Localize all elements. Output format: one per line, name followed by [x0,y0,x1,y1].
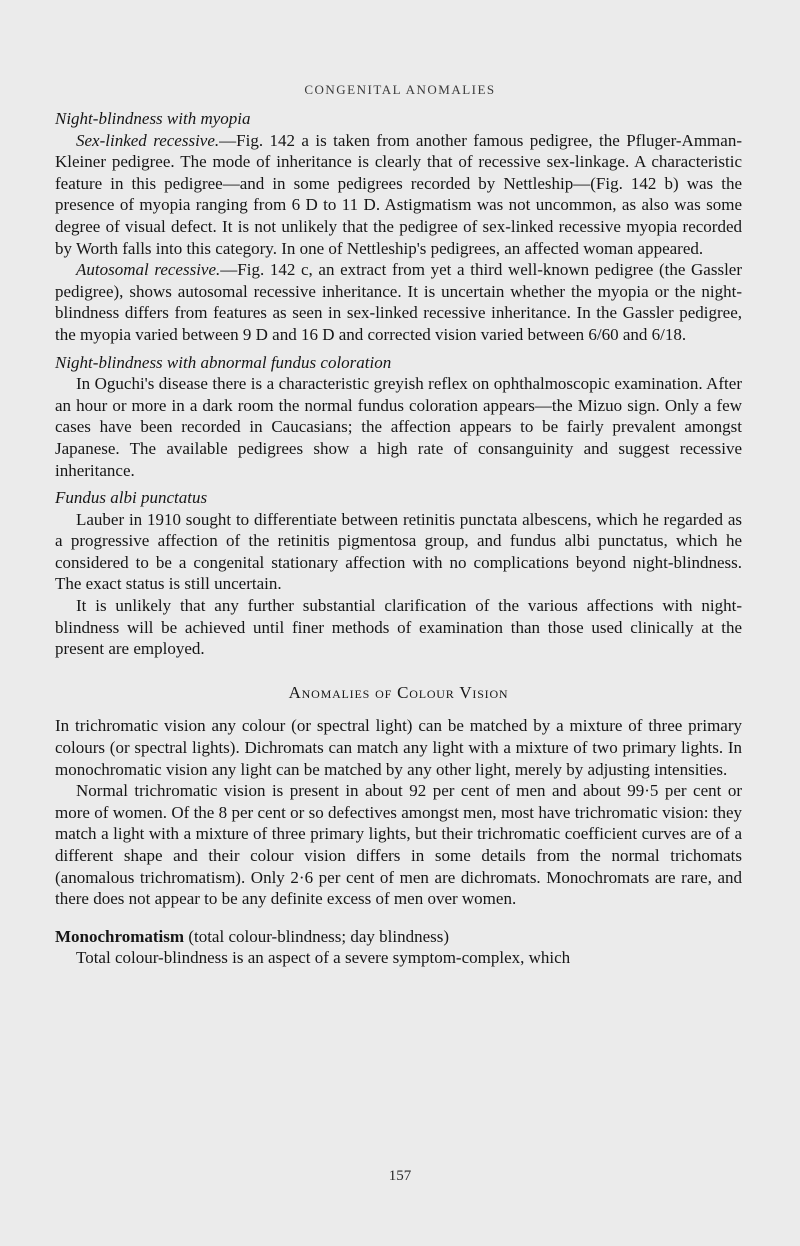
paragraph-text: (total colour-blindness; day blindness) [184,926,450,946]
paragraph-text: —Fig. 142 c, an extract from yet a third well-known pedigree (the Gassler pedigree), shows autosomal recessive inheritance. It is uncertain whether the myopia or the night-blindness differs from features as seen in sex-linked recessive inheritance. In the Gassler pedigree, the myopia varied between 9 D and 16 D and corrected vision varied between 6/60 and 6/18. [55,260,743,344]
section-heading-fundus-albi: Fundus albi punctatus [55,488,208,508]
running-head: CONGENITAL ANOMALIES [304,82,496,97]
paragraph-clarification: It is unlikely that any further substantial clarification of the various affections with night-blindness will be achieved until finer methods of examination than those used clinically at the present are employed. [55,596,742,659]
paragraph-autosomal-recessive [55,259,742,345]
paragraph-sex-linked-recessive [55,130,742,260]
paragraph-trichromatic: In trichromatic vision any colour (or spectral light) can be matched by a mixture of three primary colours (or spectral lights). Dichromats can match any light with a mixture of two primary lights. In monochromatic vision any light can be matched by any other light, merely by adjusting intensities. [55,716,742,779]
paragraph-lead: Sex-linked recessive. [76,130,220,150]
paragraph-text: —Fig. 142 a is taken from another famous pedigree, the Pfluger-Amman-Kleiner pedigree. The mode of inheritance is clearly that of recessive sex-linkage. A characteristic feature in this pedigree—and in some pedigrees recorded by Nettleship—(Fig. 142 b) was the presence of myopia ranging from 6 D to 11 D. Astigmatism was not uncommon, as also was some degree of visual defect. It is not unlikely that the pedigree of sex-linked recessive myopia recorded by Worth falls into this category. In one of Nettleship's pedigrees, an affected woman appeared. [55,130,742,258]
paragraph-normal-trichromatic: Normal trichromatic vision is present in about 92 per cent of men and about 99·5 per cent or more of women. Of the 8 per cent or so defectives amongst men, most have trichromatic vision: they match a light with a mixture of three primary lights, but their trichromatic coefficient curves are of a different shape and their colour vision differs in some details from the normal trichomats (anomalous trichromatism). Only 2·6 per cent of men are dichromats. Monochromats are rare, and there does not appear to be any definite excess of men over women. [55,781,742,909]
section-heading-colour-vision: Anomalies of Colour Vision [288,682,509,702]
paragraph-lead: Autosomal recessive. [76,260,221,280]
paragraph-oguchi: In Oguchi's disease there is a characteristic greyish reflex on ophthalmoscopic examination. After an hour or more in a dark room the normal fundus coloration appears—the Mizuo sign. Only a few cases have been recorded in Caucasians; the affection appears to be fairly prevalent amongst Japanese. The available pedigrees show a high rate of consanguinity and suggest recessive inheritance. [55,374,742,480]
paragraph-lead: Monochromatism [55,926,185,946]
section-heading-night-blindness-myopia: Night-blindness with myopia [55,109,251,128]
page-body [55,108,742,969]
paragraph-lauber: Lauber in 1910 sought to differentiate between retinitis punctata albescens, which he regarded as a progressive affection of the retinitis pigmentosa group, and fundus albi punctatus, which he considered to be a congenital stationary affection with no complications beyond night-blindness. The exact status is still uncertain. [55,509,742,594]
section-heading-abnormal-fundus: Night-blindness with abnormal fundus coloration [55,352,392,372]
paragraph-total-colour-blindness: Total colour-blindness is an aspect of a severe symptom-complex, which [76,948,571,968]
paragraph-monochromatism-heading [55,926,742,948]
page-number: 157 [388,1168,412,1184]
